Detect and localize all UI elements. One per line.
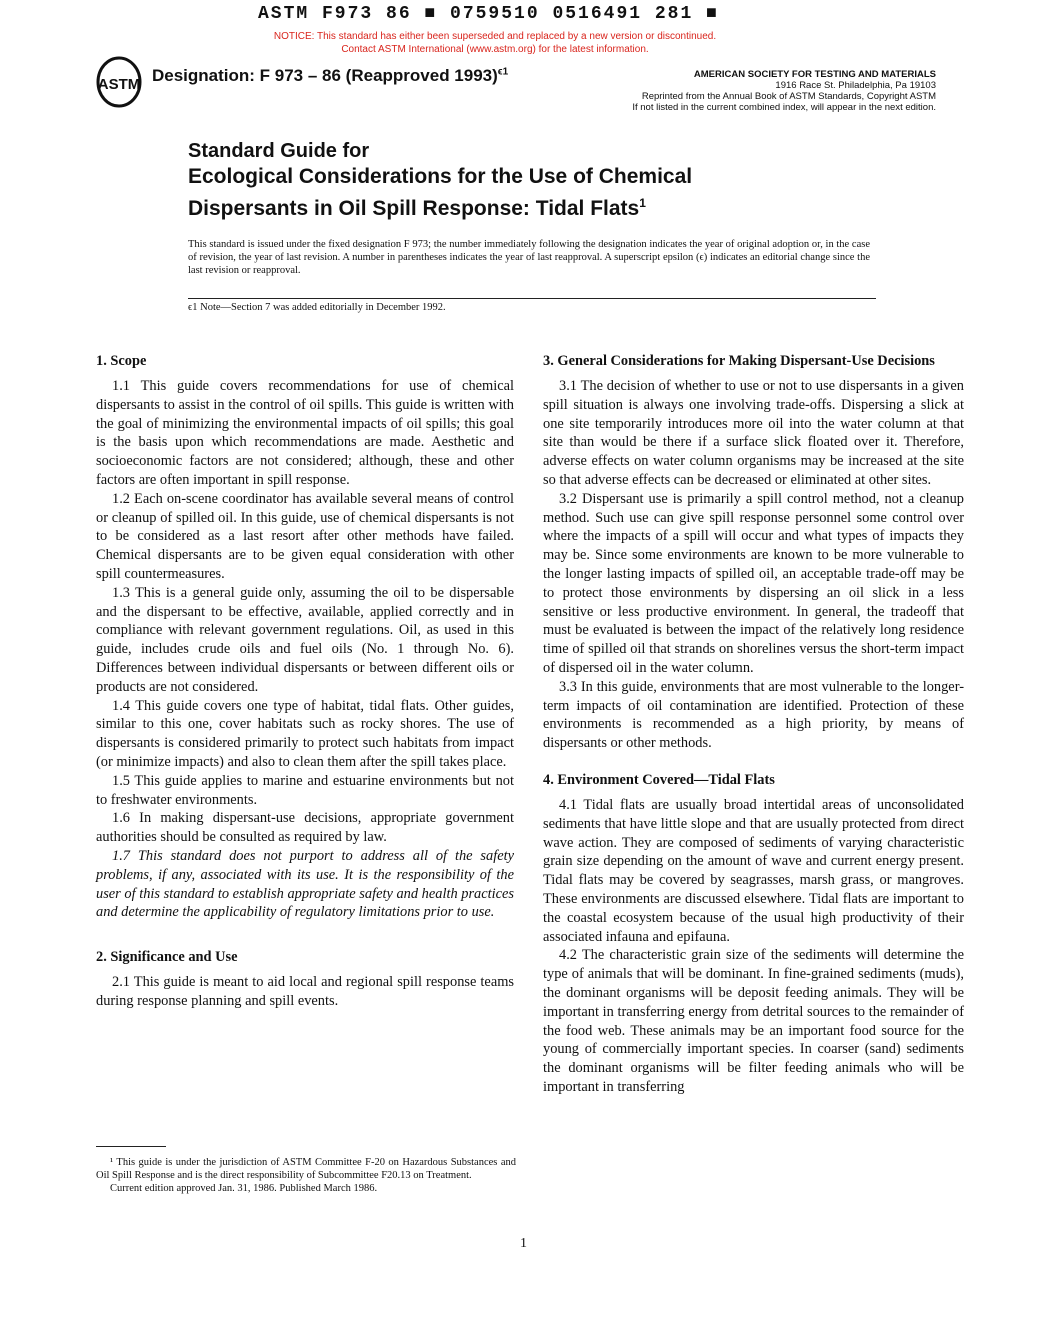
paragraph-1-2: 1.2 Each on-scene coordinator has available several means of control or cleanup of spilled oil. In this guide, use of chemical dispersants is not to be considered as a last resort after other methods have failed. Chemical dispersants are to be given equal consideration with other spill countermeasures. — [96, 490, 514, 582]
title-line-1: Standard Guide for — [188, 140, 370, 162]
editorial-note: ϵ1 Note—Section 7 was added editorially in December 1992. — [188, 302, 446, 313]
notice-line-2: Contact ASTM International (www.astm.org) for the latest information. — [341, 44, 649, 55]
paragraph-1-5: 1.5 This guide applies to marine and estuarine environments but not to freshwater environments. — [96, 772, 514, 808]
note-divider — [188, 298, 876, 299]
paragraph-1-1: 1.1 This guide covers recommendations for use of chemical dispersants to assist in the control of oil spills. This guide is written with the goal of minimizing the environmental impacts of oil spills; this goal is the basis upon which recommendations are made. Aesthetic and socioeconomic factors are not considered; although, these and other factors are often important in spill response. — [96, 378, 514, 488]
paragraph-3-1: 3.1 The decision of whether to use or not to use dispersants in a given spill situation is always one involving trade-offs. Dispersing a slick at one site temporarily introduces more oil into the water column at that site than would be there if a surface slick floated over it. Therefore, adverse effects on water column organisms may be increased at the site so that adverse effects can be decreased or eliminated at other sites. — [543, 378, 964, 488]
title-line-2: Ecological Considerations for the Use of Chemical — [188, 165, 693, 188]
paragraph-4-1: 4.1 Tidal flats are usually broad intertidal areas of unconsolidated sediments that have little slope and that are usually protected from direct wave action. They are composed of sediments of varying characteristic grain size depending on the amount of wave and current energy present. Tidal flats may be covered by seagrasses, marsh grass, or mangroves. These environments are discussed elsewhere. Tidal flats are important to the coastal ecosystem because of the usual high productivity of their associated infauna and epifauna. — [543, 796, 964, 945]
section-4-heading: 4. Environment Covered—Tidal Flats — [543, 771, 775, 788]
document-title — [188, 138, 692, 222]
section-1-heading: 1. Scope — [96, 353, 147, 369]
society-reprint-1: Reprinted from the Annual Book of ASTM Standards, Copyright ASTM — [641, 91, 936, 102]
paragraph-3-3: 3.3 In this guide, environments that are most vulnerable to the longer-term impacts of oil contamination are identified. Protection of these environments is recommended as a high priority, by means of dispersants or other methods. — [543, 678, 964, 752]
paragraph-1-7: 1.7 This standard does not purport to address all of the safety problems, if any, associated with its use. It is the responsibility of the user of this standard to establish appropriate safety and health practices and determine the applicability of regulatory limitations prior to use. — [96, 847, 514, 921]
notice-line-1: NOTICE: This standard has either been superseded and replaced by a new version or discontinued. — [273, 31, 717, 42]
paragraph-4-2: 4.2 The characteristic grain size of the sediments will determine the type of animals that will be dominant. In fine-grained sediments (muds), the dominant organisms will be deposit feeding animals. They will be important in transferring energy from detrital sources to the remainder of the food web. These animals may be an important food source for the young of commercially important species. In coarser (sand) sediments the dominant organisms will be filter feeding animals who will be important in transferring — [543, 947, 964, 1095]
paragraph-1-6: 1.6 In making dispersant-use decisions, appropriate government authorities should be consulted as required by law. — [96, 810, 514, 846]
footnote-divider — [96, 1146, 166, 1147]
paragraph-1-4: 1.4 This guide covers one type of habitat, tidal flats. Other guides, similar to this one, cover habitats such as rocky shores. The use of dispersants is considered primarily to protect such habitats from impact (or minimize impacts) and also to clean them after the spill takes place. — [96, 697, 514, 770]
paragraph-2-1: 2.1 This guide is meant to aid local and regional spill response teams during response planning and spill events. — [96, 974, 514, 1009]
society-block — [604, 69, 936, 113]
paragraph-3-2: 3.2 Dispersant use is primarily a spill control method, not a cleanup method. Such use can give spill response personnel some control over where the impacts of a spill will occur and what types of impacts they may be. Since some environments are known to be more vulnerable to the longer lasting impacts of spilled oil, an acceptable trade-off may be to protect those environments by dispersing an oil slick in a less sensitive or less productive environment. In general, the tradeoff that must be evaluated is between the impact of the relatively long residence time of spilled oil that strands on shorelines versus the short-term impact of dispersed oil in the water column. — [543, 490, 964, 676]
right-column — [543, 352, 964, 1097]
section-3-heading: 3. General Considerations for Making Dispersant-Use Decisions — [543, 353, 935, 369]
supersede-notice — [230, 30, 760, 56]
paragraph-1-3: 1.3 This is a general guide only, assuming the oil to be dispersable and the dispersant to be effective, available, applied correctly and in compliance with relevant government regulations. Oil, as used in this guide, includes crude oils and fuel oils (No. 1 through No. 6). Differences between individual dispersants or between different oils or products are not considered. — [96, 584, 514, 695]
designation-epsilon: ϵ1 — [497, 66, 509, 78]
page-number: 1 — [520, 1236, 527, 1251]
logo-text: ASTM — [97, 76, 141, 93]
designation — [152, 66, 508, 86]
title-line-3 — [188, 190, 692, 222]
footnotes — [96, 1156, 516, 1195]
society-name: AMERICAN SOCIETY FOR TESTING AND MATERIALS — [693, 69, 936, 80]
footnote-2: Current edition approved Jan. 31, 1986. Published March 1986. — [110, 1183, 378, 1194]
footnote-1: ¹ This guide is under the jurisdiction of ASTM Committee F-20 on Hazardous Substances and Oil Spill Response and is the direct responsibility of Subcommittee F20.13 on Treatment. — [96, 1157, 516, 1181]
society-address: 1916 Race St. Philadelphia, Pa 19103 — [775, 80, 936, 91]
title-footnote-mark: 1 — [639, 196, 646, 210]
left-column — [96, 352, 514, 1011]
issue-statement: This standard is issued under the fixed designation F 973; the number immediately following the designation indicates the year of original adoption or, in the case of revision, the year of last revision. A number in parentheses indicates the year of last reapproval. A superscript epsilon (ϵ) indicates an editorial change since the last revision or reapproval. — [188, 239, 870, 276]
section-2-heading: 2. Significance and Use — [96, 949, 238, 966]
barcode-line: ASTM F973 86 ■ 0759510 0516491 281 ■ — [258, 4, 719, 24]
title-line-3-text: Dispersants in Oil Spill Response: Tidal Flats — [188, 197, 640, 220]
astm-logo — [94, 56, 144, 108]
society-reprint-2: If not listed in the current combined index, will appear in the next edition. — [632, 102, 936, 113]
designation-text: Designation: F 973 – 86 (Reapproved 1993) — [152, 66, 498, 85]
